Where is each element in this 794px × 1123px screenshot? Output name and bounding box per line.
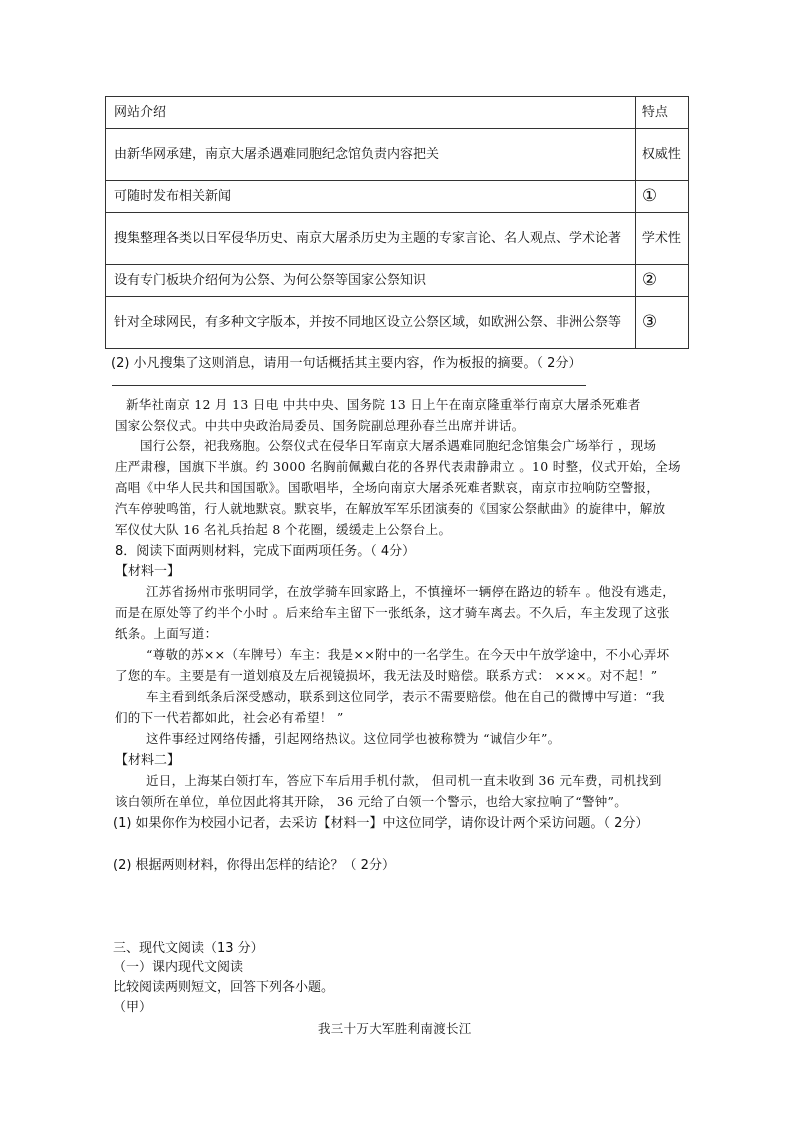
table-row-desc: 搜集整理各类以日军侵华历史、南京大屠杀历史为主题的专家言论、名人观点、学术论著: [106, 213, 636, 265]
table-row-feature: 权威性: [635, 129, 688, 181]
section-3-subtitle: （一）课内现代文阅读: [113, 960, 244, 975]
material-1-line: 车主看到纸条后深受感动，联系到这位同学，表示不需要赔偿。他在自己的微博中写道：“我: [146, 689, 665, 704]
material-1-line: 纸条。上面写道：: [115, 626, 218, 641]
question-8-sub-2: (2) 根据两则材料，你得出怎样的结论？（ 2分）: [113, 858, 395, 873]
news-line: 军仪仗大队 16 名礼兵抬起 8 个花圈，缓缓走上公祭台上。: [115, 522, 452, 537]
news-line: 国家公祭仪式。中共中央政治局委员、国务院副总理孙春兰出席并讲话。: [115, 418, 525, 433]
question-8-sub-1: (1) 如果你作为校园小记者，去采访【材料一】中这位同学，请你设计两个采访问题。（ 2分）: [113, 816, 649, 831]
question-2: (2) 小凡搜集了这则消息，请用一句话概括其主要内容，作为板报的摘要。（ 2分）: [111, 356, 582, 371]
material-1-line: 这件事经过网络传播，引起网络热议。这位同学也被称赞为 “诚信少年”。: [146, 731, 561, 746]
website-feature-table: [105, 96, 689, 349]
table-row-desc: 由新华网承建，南京大屠杀遇难同胞纪念馆负责内容把关: [106, 129, 636, 181]
material-2-label: 【材料二】: [115, 753, 181, 768]
table-row-desc: 可随时发布相关新闻: [106, 181, 636, 213]
material-1-line: 了您的车。主要是有一道划痕及左后视镜损坏，我无法及时赔偿。联系方式： ×××。对不起！”: [115, 668, 658, 683]
table-row-desc: 针对全球网民，有多种文字版本，并按不同地区设立公祭区域，如欧洲公祭、非洲公祭等: [106, 297, 636, 349]
news-line: 国行公祭，祀我殇胞。公祭仪式在侵华日军南京大屠杀遇难同胞纪念馆集会广场举行 ，现场: [140, 438, 657, 453]
answer-line: [112, 385, 586, 386]
material-2-line: 近日，上海某白领打车，答应下车后用手机付款， 但司机一直未收到 36 元车费，司机找到: [146, 773, 662, 788]
material-1-line: “尊敬的苏××（车牌号）车主：我是××附中的一名学生。在今天中午放学途中，不小心弄坏: [146, 647, 670, 662]
material-2-line: 该白领所在单位，单位因此将其开除， 36 元给了白领一个警示，也给大家拉响了“警钟”。: [115, 794, 628, 809]
material-1-line: 而是在原处等了约半个小时 。后来给车主留下一张纸条，这才骑车离去。不久后，车主发现了这张: [115, 605, 670, 620]
news-line: 高唱《中华人民共和国国歌》。国歌唱毕，全场向南京大屠杀死难者默哀，南京市拉响防空警报，: [115, 480, 660, 495]
table-header-feature: 特点: [635, 97, 688, 129]
material-1-line: 们的下一代若都如此，社会必有希望！ ”: [115, 710, 344, 725]
table-row-feature: 学术性: [635, 213, 688, 265]
material-1-line: 江苏省扬州市张明同学，在放学骑车回家路上，不慎撞坏一辆停在路边的轿车 。他没有逃走，: [146, 584, 676, 599]
news-line: 新华社南京 12 月 13 日电 中共中央、国务院 13 日上午在南京隆重举行南京大屠杀死难者: [126, 397, 641, 412]
news-line: 汽车停驶鸣笛，行人就地默哀。默哀毕，在解放军军乐团演奏的《国家公祭献曲》的旋律中，解放: [115, 501, 666, 516]
table-row-desc: 设有专门板块介绍何为公祭、为何公祭等国家公祭知识: [106, 265, 636, 297]
table-row-feature: ③: [635, 297, 688, 349]
news-line: 庄严肃穆，国旗下半旗。约 3000 名胸前佩戴白花的各界代表肃静肃立 。10 时整，仪式开始，全场: [115, 459, 681, 474]
passage-a-heading: 我三十万大军胜利南渡长江: [318, 1021, 472, 1036]
table-header-intro: 网站介绍: [106, 97, 636, 129]
section-3-title: 三、现代文阅读（13 分）: [113, 941, 264, 956]
material-1-label: 【材料一】: [115, 564, 181, 579]
table-row-feature: ①: [635, 181, 688, 213]
section-3-instruction: 比较阅读两则短文，回答下列各小题。: [113, 980, 335, 995]
table-row-feature: ②: [635, 265, 688, 297]
question-8-title: 8．阅读下面两则材料，完成下面两项任务。（ 4分）: [115, 544, 416, 559]
passage-a-label: （甲）: [113, 1000, 153, 1015]
